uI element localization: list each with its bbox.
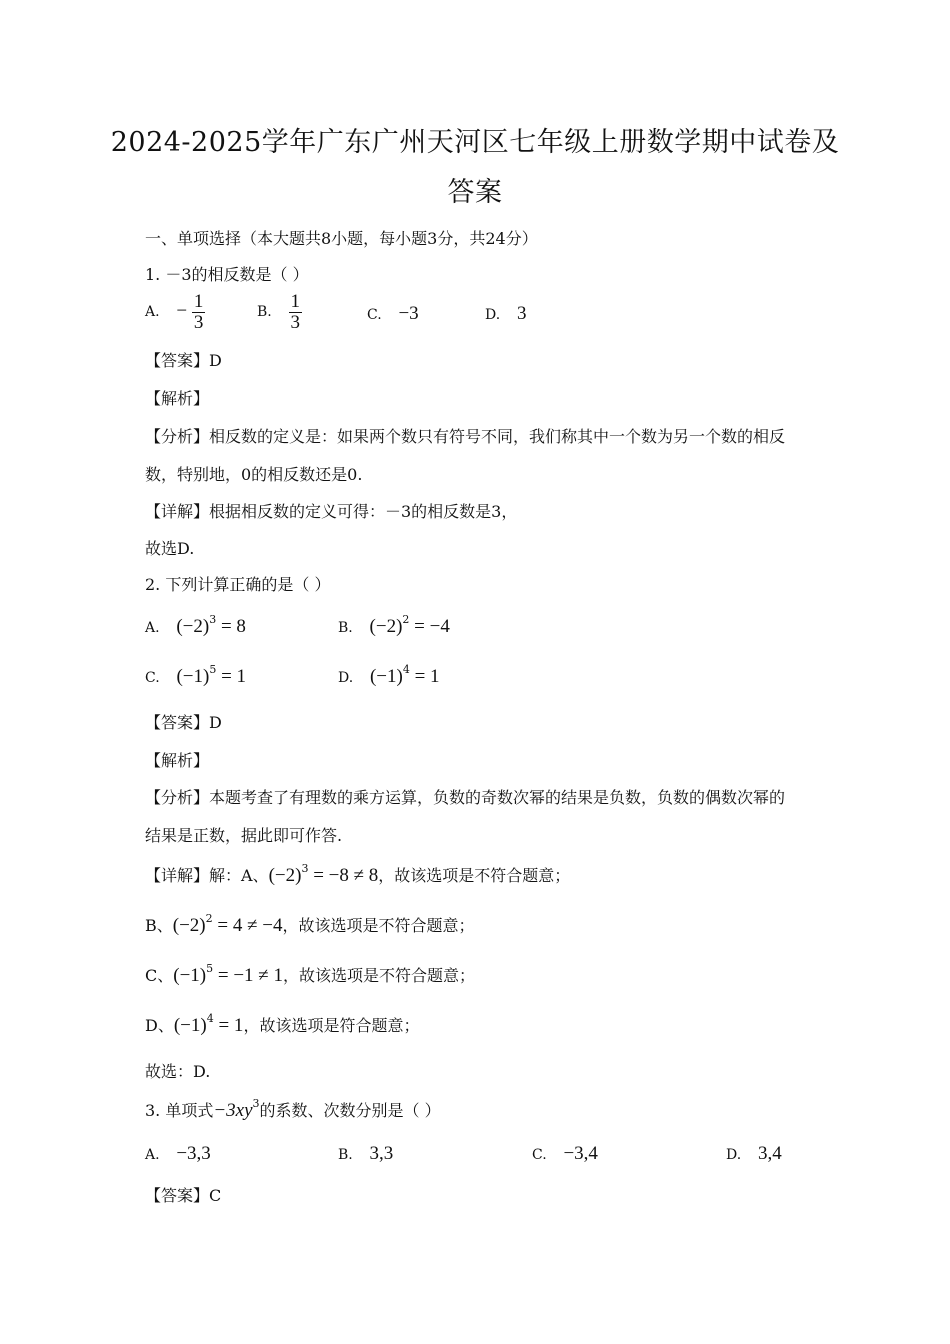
question-3-option-b: [338, 1143, 393, 1165]
question-2-conclusion: 故选：D.: [145, 1062, 211, 1081]
math-rhs: = 1: [213, 1015, 244, 1036]
question-2-option-b: [338, 613, 450, 638]
math-rhs: = 1: [409, 666, 440, 687]
option-label: C.: [532, 1147, 547, 1163]
minus-sign: −: [176, 300, 188, 322]
option-label: D.: [338, 670, 354, 686]
option-label: C.: [367, 307, 382, 323]
option-label: A.: [145, 304, 160, 321]
question-2-detail-b: [145, 912, 475, 937]
question-2-answer: 【答案】D: [145, 713, 222, 732]
option-label: B.: [257, 304, 272, 321]
math-rhs: = −8 ≠ 8: [308, 865, 379, 886]
option-label: D.: [485, 307, 501, 323]
numerator: 1: [290, 291, 301, 312]
denominator: 3: [290, 311, 301, 333]
question-1-stem: 1. －3的相反数是（ ）: [145, 265, 309, 284]
math-rhs: = −1 ≠ 1: [213, 965, 283, 986]
fraction: [289, 292, 303, 333]
math-rhs: = 4 ≠ −4: [212, 915, 283, 936]
math-base: (−1): [173, 965, 207, 986]
option-label: B.: [338, 1147, 353, 1163]
question-1-analysis-line-2: 数，特别地，0的相反数还是0.: [145, 465, 363, 484]
math-exponent: 3: [209, 613, 217, 626]
section-heading: 一、单项选择（本大题共8小题，每小题3分，共24分）: [145, 229, 538, 248]
question-1-option-d: [485, 303, 526, 325]
option-value: 3,3: [369, 1143, 394, 1164]
math-base: (−2): [268, 865, 302, 886]
detail-prefix: B、: [145, 916, 173, 935]
detail-prefix: D、: [145, 1016, 174, 1035]
math-rhs: = 1: [216, 666, 247, 687]
math-exponent: 3: [252, 1097, 260, 1110]
question-2-analysis-header: 【解析】: [145, 751, 210, 770]
math-rhs: = 8: [216, 616, 246, 637]
question-3-answer: 【答案】C: [145, 1186, 222, 1205]
question-1-answer: 【答案】D: [145, 351, 222, 370]
math-exponent: 3: [301, 862, 309, 875]
option-label: B.: [338, 620, 353, 636]
math-base: (−1): [369, 666, 403, 687]
question-2-option-a: [145, 613, 246, 638]
question-1-analysis-line-1: 【分析】相反数的定义是：如果两个数只有符号不同，我们称其中一个数为另一个数的相反: [145, 427, 786, 446]
math-rhs: = −4: [409, 616, 450, 637]
detail-suffix: ，故该选项是不符合题意；: [282, 916, 475, 935]
option-label: D.: [726, 1147, 742, 1163]
math-exponent: 5: [206, 962, 214, 975]
question-3-stem: [145, 1097, 441, 1122]
question-1-conclusion: 故选D.: [145, 539, 195, 558]
detail-prefix: 【详解】解：A、: [145, 866, 269, 885]
question-1-option-a: [145, 292, 205, 333]
math-exponent: 5: [209, 663, 217, 676]
math-base: (−2): [369, 616, 403, 637]
question-3-option-c: [532, 1143, 598, 1165]
question-1-analysis-header: 【解析】: [145, 389, 210, 408]
math-exponent: 4: [402, 663, 410, 676]
question-1-detail: 【详解】根据相反数的定义可得：－3的相反数是3，: [145, 502, 518, 521]
detail-suffix: ，故该选项是不符合题意；: [378, 866, 571, 885]
stem-suffix: 的系数、次数分别是（ ）: [259, 1101, 441, 1120]
math-base: (−2): [176, 616, 210, 637]
stem-prefix: 3. 单项式: [145, 1101, 214, 1120]
option-label: A.: [145, 620, 160, 636]
question-1-option-c: [367, 303, 419, 325]
option-label: A.: [145, 1147, 160, 1163]
numerator: 1: [193, 291, 204, 312]
option-value: −3,4: [563, 1143, 598, 1164]
question-2-option-c: [145, 663, 246, 688]
question-2-option-d: [338, 663, 440, 688]
option-value: 3,4: [757, 1143, 782, 1164]
question-2-detail-d: [145, 1012, 419, 1037]
question-2-detail-a: [145, 862, 570, 887]
question-2-analysis-line-1: 【分析】本题考查了有理数的乘方运算，负数的奇数次幂的结果是负数，负数的偶数次幂的: [145, 788, 786, 807]
math-exponent: 4: [206, 1012, 214, 1025]
option-value: −3,3: [176, 1143, 211, 1164]
document-title-line-2: 答案: [447, 177, 503, 208]
detail-suffix: ，故该选项是符合题意；: [243, 1016, 420, 1035]
question-3-option-a: [145, 1143, 211, 1165]
option-value: −3: [398, 303, 419, 324]
document-title-line-1: 2024-2025学年广东广州天河区七年级上册数学期中试卷及: [110, 127, 840, 158]
math-exponent: 2: [205, 912, 213, 925]
detail-prefix: C、: [145, 966, 174, 985]
monomial: [213, 1100, 252, 1121]
math-exponent: 2: [402, 613, 410, 626]
denominator: 3: [193, 311, 204, 333]
math-base: (−1): [173, 1015, 207, 1036]
question-1-option-b: [257, 292, 302, 333]
question-2-detail-c: [145, 962, 475, 987]
math-base: (−2): [172, 915, 206, 936]
detail-suffix: ，故该选项是不符合题意；: [282, 966, 475, 985]
monomial-expression: −3xy: [213, 1100, 253, 1121]
option-value: 3: [516, 303, 527, 324]
question-2-stem: 2. 下列计算正确的是（ ）: [145, 575, 331, 594]
question-3-option-d: [726, 1143, 782, 1165]
option-label: C.: [145, 670, 160, 686]
question-2-analysis-line-2: 结果是正数，据此即可作答.: [145, 826, 343, 845]
fraction: [192, 292, 206, 333]
math-base: (−1): [176, 666, 210, 687]
